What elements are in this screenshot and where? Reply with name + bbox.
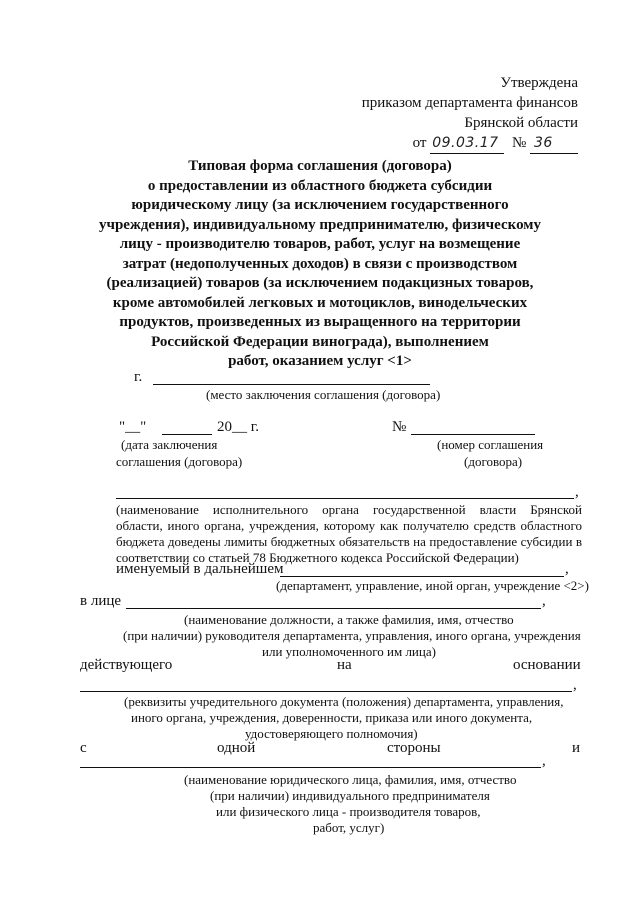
agreement-number-field[interactable] bbox=[411, 434, 535, 435]
basis-field[interactable] bbox=[80, 691, 572, 692]
organ-caption-line: (наименование исполнительного органа государственной власти Брянской bbox=[116, 502, 582, 517]
date-day-quotes: "__" bbox=[119, 419, 147, 435]
place-field[interactable] bbox=[153, 384, 430, 385]
date-caption: соглашения (договора) bbox=[116, 454, 243, 469]
person-field[interactable] bbox=[126, 608, 541, 609]
date-year: 20__ г. bbox=[217, 419, 259, 435]
comma: , bbox=[542, 753, 546, 769]
date-handwritten: 09.03.17 bbox=[432, 135, 499, 151]
person-caption: (наименование должности, а также фамилия, имя, отчество bbox=[184, 612, 514, 627]
counterparty-caption: или физического лица - производителя товаров, bbox=[216, 804, 481, 819]
title-line: о предоставлении из областного бюджета субсидии bbox=[147, 177, 493, 194]
person-prefix: в лице bbox=[80, 593, 122, 609]
approval-date-row bbox=[362, 133, 578, 154]
organ-caption-line: бюджета доведены лимиты бюджетных обязательств на предоставление субсидии в bbox=[116, 534, 582, 549]
date-month-field[interactable] bbox=[162, 434, 212, 435]
basis-word: на bbox=[337, 657, 352, 673]
approval-line: Утверждена bbox=[500, 75, 578, 91]
basis-word: основании bbox=[513, 657, 581, 673]
counterparty-caption: (наименование юридического лица, фамилия, имя, отчество bbox=[184, 772, 517, 787]
agreement-number-sign: № bbox=[392, 419, 407, 435]
number-prefix: № bbox=[511, 135, 527, 151]
title-line: лицу - производителю товаров, работ, услуг на возмещение bbox=[119, 236, 521, 252]
place-caption: (место заключения соглашения (договора) bbox=[206, 387, 441, 402]
side-word: одной bbox=[217, 740, 256, 756]
organ-caption-line: соответствии со статьей 78 Бюджетного кодекса Российской Федерации) bbox=[116, 550, 519, 565]
side-word: и bbox=[572, 740, 581, 756]
counterparty-caption: (при наличии) индивидуального предпринимателя bbox=[210, 788, 490, 803]
title-line: Российской Федерации винограда), выполнением bbox=[151, 333, 489, 350]
person-caption: (при наличии) руководителя департамента, управления, иного органа, учреждения bbox=[123, 628, 581, 643]
approval-line: Брянской области bbox=[464, 115, 578, 131]
number-handwritten: 36 bbox=[534, 135, 553, 151]
approval-block bbox=[362, 73, 578, 154]
title-line: Типовая форма соглашения (договора) bbox=[188, 158, 452, 174]
hereinafter-caption: (департамент, управление, иной орган, учреждение <2>) bbox=[276, 578, 589, 593]
title-line: работ, оказанием услуг <1> bbox=[228, 353, 412, 369]
comma: , bbox=[575, 484, 579, 500]
number-caption: (договора) bbox=[464, 454, 523, 469]
organ-name-field[interactable] bbox=[116, 498, 574, 499]
date-caption: (дата заключения bbox=[121, 437, 218, 452]
approval-line: приказом департамента финансов bbox=[361, 95, 578, 111]
side-word: стороны bbox=[387, 740, 441, 756]
basis-caption: (реквизиты учредительного документа (положения) департамента, управления, bbox=[124, 694, 564, 709]
title-line: продуктов, произведенных из выращенного на территории bbox=[119, 314, 521, 330]
date-prefix: от bbox=[412, 135, 427, 151]
side-word: с bbox=[80, 740, 87, 756]
title-line: (реализацией) товаров (за исключением подакцизных товаров, bbox=[106, 275, 534, 291]
organ-caption-line: области, иного органа, учреждения, которому как получателю средств областного bbox=[116, 518, 582, 533]
hereinafter-field[interactable] bbox=[280, 576, 564, 577]
counterparty-field[interactable] bbox=[80, 767, 541, 768]
comma: , bbox=[542, 593, 546, 609]
number-caption: (номер соглашения bbox=[437, 437, 544, 452]
number-value bbox=[530, 133, 578, 154]
person-caption: или уполномоченного им лица) bbox=[262, 644, 436, 659]
basis-word: действующего bbox=[80, 657, 173, 673]
hereinafter-label: именуемый в дальнейшем bbox=[116, 561, 284, 577]
document-title bbox=[90, 157, 550, 372]
counterparty-caption: работ, услуг) bbox=[313, 820, 385, 835]
title-line: затрат (недополученных доходов) в связи с производством bbox=[122, 255, 518, 272]
title-line: кроме автомобилей легковых и мотоциклов, винодельческих bbox=[112, 294, 528, 311]
place-prefix: г. bbox=[134, 369, 143, 385]
basis-caption: удостоверяющего полномочия) bbox=[245, 726, 418, 741]
date-value bbox=[430, 133, 504, 154]
title-line: учреждения), индивидуальному предпринимателю, физическому bbox=[98, 216, 542, 233]
title-line: юридическому лицу (за исключением государственного bbox=[131, 197, 509, 213]
comma: , bbox=[573, 677, 577, 693]
comma: , bbox=[565, 561, 569, 577]
basis-caption: иного органа, учреждения, доверенности, приказа или иного документа, bbox=[131, 710, 533, 725]
